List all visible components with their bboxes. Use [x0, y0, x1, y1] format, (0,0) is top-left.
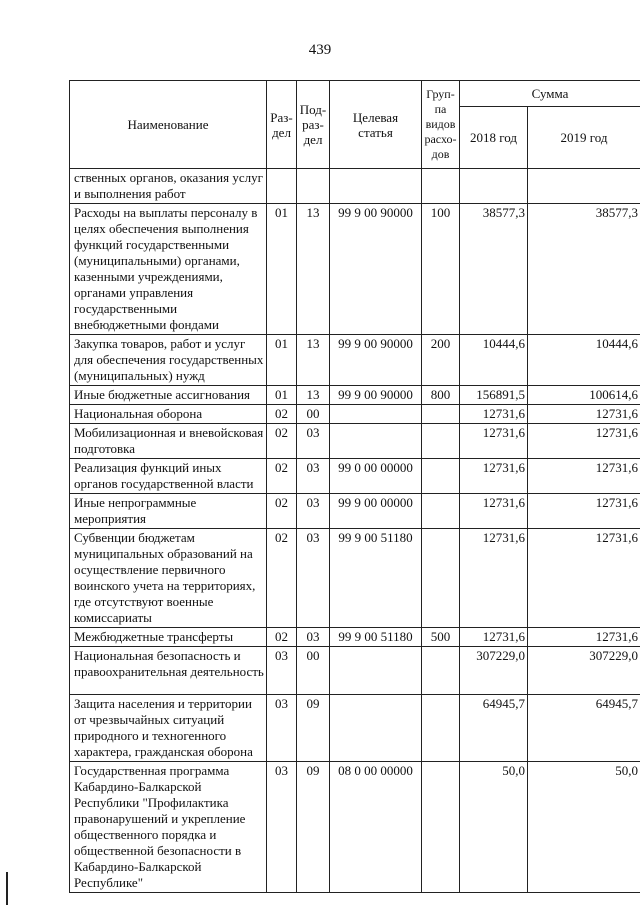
cell-rz: 02 [267, 628, 297, 647]
page-number: 439 [308, 42, 332, 58]
cell-vr: 200 [422, 335, 460, 386]
cell-name: Государственная программа Кабардино-Балкарской Республики "Профилактика правонарушений и укрепление общественного порядка и общественной безопасности в Кабардино-Балкарской Республике" [70, 762, 267, 893]
header-section-text: Раз- дел [270, 109, 293, 140]
cell-vr: 100 [422, 204, 460, 335]
cell-v2019: 10444,6 [528, 335, 640, 386]
cell-cs: 99 9 00 51180 [330, 628, 422, 647]
table-row [70, 529, 640, 628]
cell-name: Реализация функций иных органов государственной власти [70, 459, 267, 494]
cell-rz: 03 [267, 762, 297, 893]
cell-v2018: 12731,6 [460, 529, 528, 628]
cell-cs [330, 169, 422, 204]
cell-name: Мобилизационная и вневойсковая подготовка [70, 424, 267, 459]
cell-v2019 [528, 169, 640, 204]
cell-name: ственных органов, оказания услуг и выполнения работ [70, 169, 267, 204]
table-row [70, 204, 640, 335]
cell-v2018: 12731,6 [460, 405, 528, 424]
cell-vr [422, 405, 460, 424]
cell-pr: 03 [297, 494, 330, 529]
cell-v2019: 12731,6 [528, 459, 640, 494]
cell-v2019: 12731,6 [528, 424, 640, 459]
cell-vr: 500 [422, 628, 460, 647]
header-subsection [297, 81, 330, 169]
cell-pr: 13 [297, 335, 330, 386]
table-row [70, 169, 640, 204]
header-section [267, 81, 297, 169]
cell-name: Защита населения и территории от чрезвычайных ситуаций природного и техногенного характера, гражданская оборона [70, 695, 267, 762]
cell-cs: 99 9 00 00000 [330, 494, 422, 529]
cell-rz: 01 [267, 335, 297, 386]
table-row [70, 494, 640, 529]
cell-pr: 00 [297, 647, 330, 695]
cell-vr [422, 424, 460, 459]
cell-v2018: 307229,0 [460, 647, 528, 695]
cell-v2018: 12731,6 [460, 459, 528, 494]
cell-rz: 02 [267, 494, 297, 529]
cell-name: Расходы на выплаты персоналу в целях обеспечения выполнения функций государственными (муниципальными) органами, казенными учреждениями, органами управления государственными внебюджетными фондами [70, 204, 267, 335]
cell-name: Иные бюджетные ассигнования [70, 386, 267, 405]
left-edge-mark [6, 872, 8, 905]
cell-v2019: 12731,6 [528, 405, 640, 424]
cell-v2018: 10444,6 [460, 335, 528, 386]
cell-v2019: 307229,0 [528, 647, 640, 695]
cell-name: Субвенции бюджетам муниципальных образований на осуществление первичного воинского учета на территориях, где отсутствуют военные комиссариаты [70, 529, 267, 628]
cell-v2018: 156891,5 [460, 386, 528, 405]
table-row [70, 405, 640, 424]
table-row [70, 459, 640, 494]
cell-vr [422, 459, 460, 494]
cell-v2018: 12731,6 [460, 494, 528, 529]
cell-rz: 02 [267, 459, 297, 494]
cell-pr: 03 [297, 459, 330, 494]
cell-v2019: 12731,6 [528, 529, 640, 628]
cell-rz: 03 [267, 695, 297, 762]
table-row [70, 628, 640, 647]
cell-name: Закупка товаров, работ и услуг для обеспечения государственных (муниципальных) нужд [70, 335, 267, 386]
cell-cs [330, 424, 422, 459]
cell-rz: 01 [267, 386, 297, 405]
cell-cs [330, 695, 422, 762]
table-row [70, 647, 640, 695]
cell-vr: 800 [422, 386, 460, 405]
header-group-text: Груп- па видов расхо- дов [424, 87, 457, 161]
cell-cs [330, 405, 422, 424]
cell-v2018: 50,0 [460, 762, 528, 893]
cell-v2018: 64945,7 [460, 695, 528, 762]
cell-pr: 03 [297, 529, 330, 628]
budget-table [69, 80, 640, 893]
table-row [70, 386, 640, 405]
cell-v2019: 12731,6 [528, 494, 640, 529]
cell-vr [422, 762, 460, 893]
cell-pr: 03 [297, 424, 330, 459]
cell-cs: 99 9 00 90000 [330, 386, 422, 405]
header-target-text: Целевая статья [352, 109, 399, 140]
cell-v2019: 12731,6 [528, 628, 640, 647]
cell-v2018: 38577,3 [460, 204, 528, 335]
cell-rz: 02 [267, 424, 297, 459]
table-row [70, 695, 640, 762]
cell-rz: 02 [267, 529, 297, 628]
cell-cs: 99 9 00 90000 [330, 335, 422, 386]
cell-rz: 03 [267, 647, 297, 695]
cell-pr: 09 [297, 762, 330, 893]
cell-pr: 03 [297, 628, 330, 647]
table-row [70, 424, 640, 459]
cell-cs: 99 9 00 51180 [330, 529, 422, 628]
cell-cs: 99 0 00 00000 [330, 459, 422, 494]
cell-name: Иные непрограммные мероприятия [70, 494, 267, 529]
cell-vr [422, 169, 460, 204]
cell-pr: 13 [297, 386, 330, 405]
cell-rz: 01 [267, 204, 297, 335]
cell-vr [422, 647, 460, 695]
cell-pr: 00 [297, 405, 330, 424]
cell-cs: 08 0 00 00000 [330, 762, 422, 893]
cell-pr: 13 [297, 204, 330, 335]
header-name: Наименование [70, 81, 267, 169]
cell-name: Национальная безопасность и правоохранительная деятельность [70, 647, 267, 695]
cell-pr [297, 169, 330, 204]
cell-cs [330, 647, 422, 695]
cell-v2018: 12731,6 [460, 424, 528, 459]
header-subsection-text: Под- раз- дел [299, 102, 327, 147]
header-group [422, 81, 460, 169]
cell-v2019: 64945,7 [528, 695, 640, 762]
header-2019: 2019 год [528, 107, 640, 169]
cell-v2019: 38577,3 [528, 204, 640, 335]
cell-rz [267, 169, 297, 204]
header-2018: 2018 год [460, 107, 528, 169]
cell-v2018 [460, 169, 528, 204]
cell-pr: 09 [297, 695, 330, 762]
table-row [70, 335, 640, 386]
header-target [330, 81, 422, 169]
cell-name: Межбюджетные трансферты [70, 628, 267, 647]
cell-v2018: 12731,6 [460, 628, 528, 647]
cell-v2019: 100614,6 [528, 386, 640, 405]
cell-v2019: 50,0 [528, 762, 640, 893]
cell-cs: 99 9 00 90000 [330, 204, 422, 335]
cell-name: Национальная оборона [70, 405, 267, 424]
header-sum: Сумма [460, 81, 640, 107]
cell-vr [422, 695, 460, 762]
table-row [70, 762, 640, 893]
cell-vr [422, 494, 460, 529]
cell-vr [422, 529, 460, 628]
cell-rz: 02 [267, 405, 297, 424]
